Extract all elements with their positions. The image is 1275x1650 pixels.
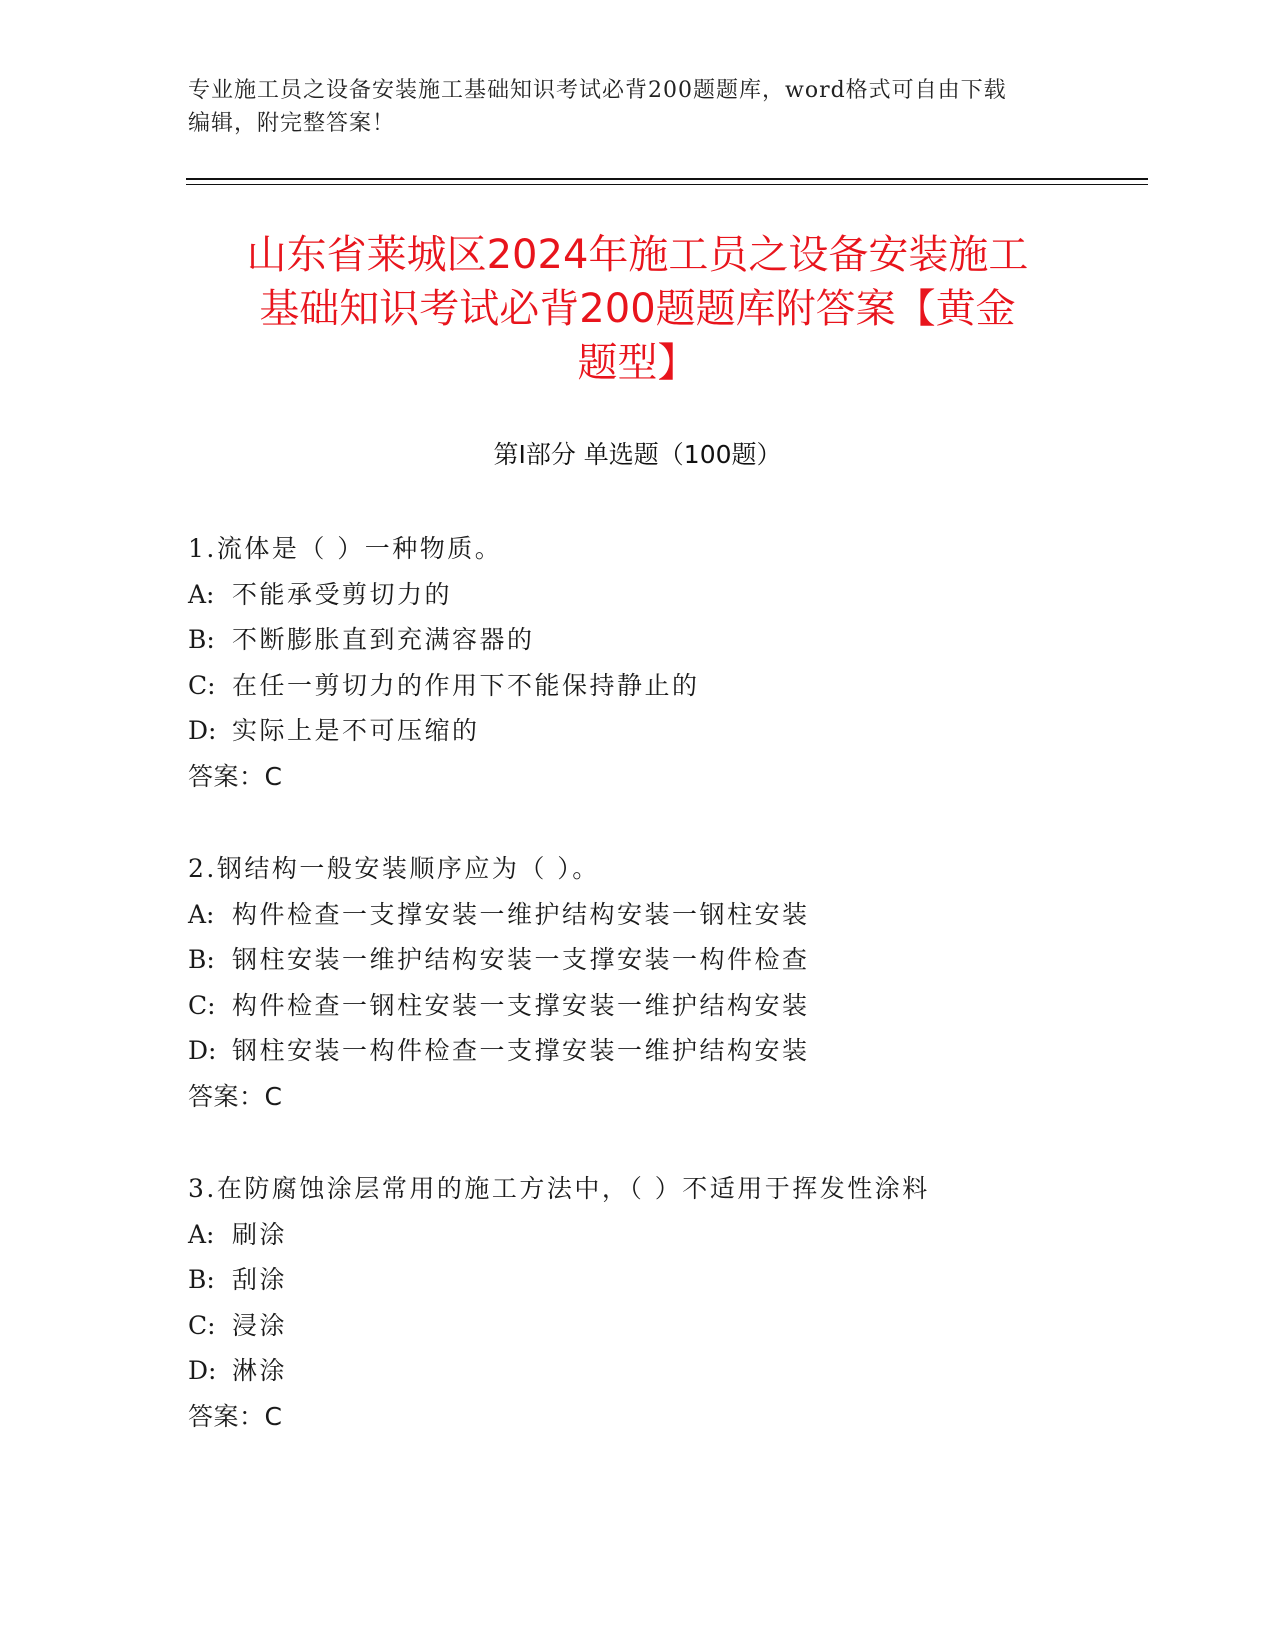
document-title-line-2: 基础知识考试必背200题题库附答案【黄金 — [259, 286, 1016, 332]
option-text: 刷涂 — [232, 1219, 288, 1249]
option-letter: D: — [188, 1356, 217, 1385]
option-text: 钢柱安装一维护结构安装一支撑安装一构件检查 — [232, 945, 810, 974]
option-letter: C: — [188, 670, 216, 700]
option-text: 浸涂 — [232, 1310, 288, 1340]
document-title — [150, 228, 1125, 390]
option-c — [188, 983, 1148, 1029]
option-c — [188, 1303, 1148, 1349]
option-letter: B: — [188, 1265, 215, 1294]
option-letter: A: — [188, 1219, 215, 1249]
document-title-line-3: 题型】 — [577, 340, 698, 386]
option-text: 钢柱安装一构件检查一支撑安装一维护结构安装 — [232, 1036, 810, 1065]
option-letter: C: — [188, 990, 216, 1020]
option-letter: A: — [188, 579, 215, 609]
option-d — [188, 708, 1148, 754]
option-text: 不能承受剪切力的 — [232, 579, 453, 609]
question-1 — [188, 526, 1148, 799]
header-note — [188, 74, 1088, 140]
question-2 — [188, 846, 1148, 1119]
option-letter: D: — [188, 1036, 217, 1065]
question-3 — [188, 1166, 1148, 1439]
option-b — [188, 937, 1148, 983]
section-heading: 第I部分 单选题（100题） — [493, 440, 782, 469]
option-letter: D: — [188, 716, 217, 745]
option-text: 刮涂 — [232, 1265, 288, 1294]
option-text: 淋涂 — [232, 1356, 288, 1385]
option-text: 在任一剪切力的作用下不能保持静止的 — [232, 670, 700, 700]
option-letter: B: — [188, 625, 215, 654]
option-a — [188, 572, 1148, 618]
option-text: 构件检查一支撑安装一维护结构安装一钢柱安装 — [232, 899, 810, 929]
answer-line: 答案：C — [188, 1081, 283, 1111]
option-text: 构件检查一钢柱安装一支撑安装一维护结构安装 — [232, 990, 810, 1020]
question-stem: 3.在防腐蚀涂层常用的施工方法中，（ ）不适用于挥发性涂料 — [188, 1174, 930, 1203]
answer-line: 答案：C — [188, 1401, 283, 1431]
option-b — [188, 1257, 1148, 1303]
option-a — [188, 892, 1148, 938]
option-d — [188, 1348, 1148, 1394]
option-b — [188, 617, 1148, 663]
header-divider-thin — [186, 184, 1148, 185]
header-note-line-1: 专业施工员之设备安装施工基础知识考试必背200题题库，word格式可自由下载 — [188, 78, 1007, 103]
question-stem: 2.钢结构一般安装顺序应为（ ）。 — [188, 854, 600, 883]
option-letter: B: — [188, 945, 215, 974]
option-c — [188, 663, 1148, 709]
document-title-line-1: 山东省莱城区2024年施工员之设备安装施工 — [246, 232, 1029, 278]
answer-line: 答案：C — [188, 761, 283, 791]
question-stem: 1.流体是（ ）一种物质。 — [188, 534, 503, 563]
option-text: 不断膨胀直到充满容器的 — [232, 625, 535, 654]
option-text: 实际上是不可压缩的 — [232, 716, 480, 745]
option-a — [188, 1212, 1148, 1258]
question-list — [188, 526, 1148, 1486]
header-divider-thick — [186, 178, 1148, 180]
header-note-line-2: 编辑，附完整答案！ — [188, 111, 396, 136]
option-letter: C: — [188, 1310, 216, 1340]
option-letter: A: — [188, 899, 215, 929]
option-d — [188, 1028, 1148, 1074]
